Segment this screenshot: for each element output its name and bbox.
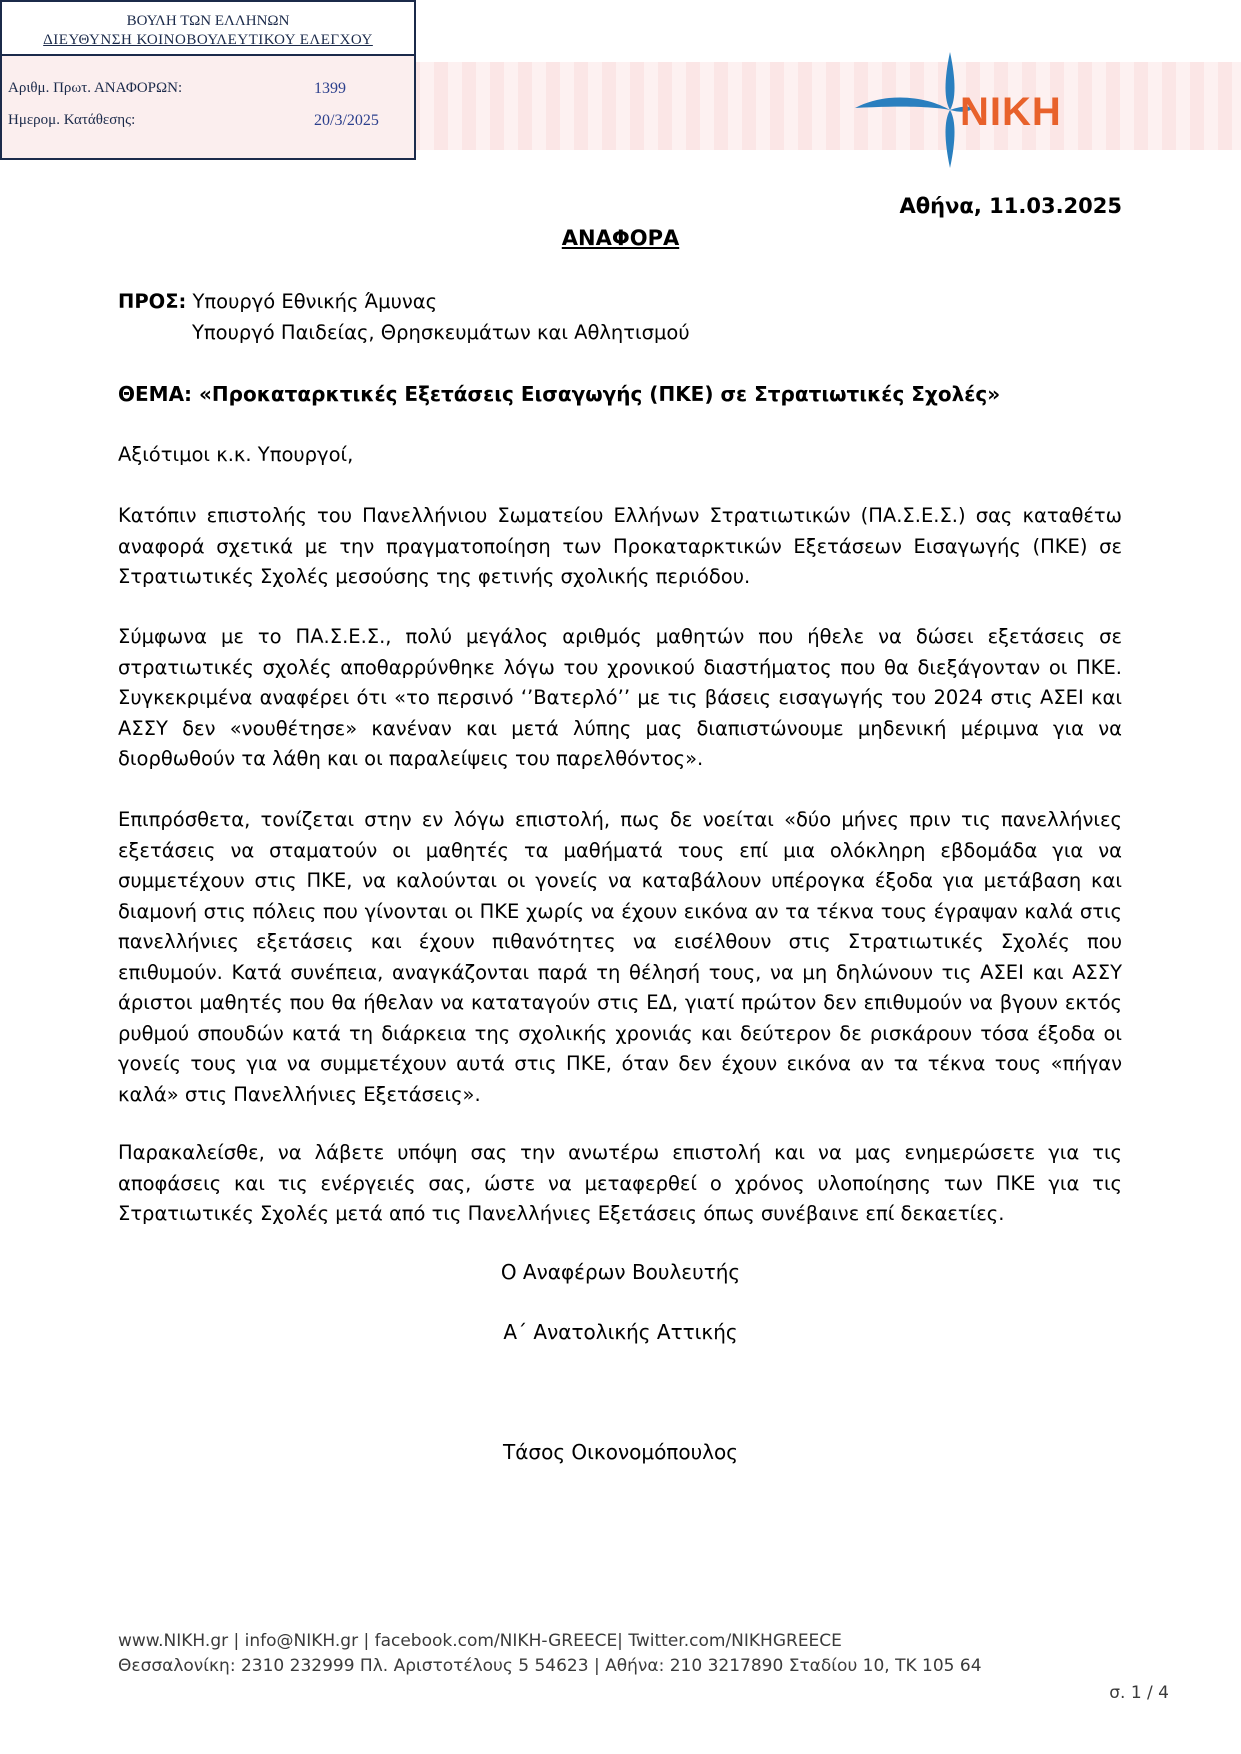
stamp-body xyxy=(2,56,414,158)
stamp-dept: ΔΙΕΥΘΥΝΣΗ ΚΟΙΝΟΒΟΥΛΕΥΤΙΚΟΥ ΕΛΕΓΧΟΥ xyxy=(43,32,373,48)
stamp-org: ΒΟΥΛΗ ΤΩΝ ΕΛΛΗΝΩΝ xyxy=(126,13,290,29)
footer-addresses: Θεσσαλονίκη: 2310 232999 Πλ. Αριστοτέλους 5 54623 | Αθήνα: 210 3217890 Σταδίου 10, ΤΚ 105 64 xyxy=(118,1656,982,1676)
body-paragraph-3: Επιπρόσθετα, τονίζεται στην εν λόγω επιστολή, πως δε νοείται «δύο μήνες πριν τις πανελλήνιες εξετάσεις να σταματούν οι μαθητές τα μαθήματά τους επί μια ολόκληρη εβδομάδα για να συμμετέχουν στις ΠΚΕ, να καλούνται οι γονείς να καταβάλουν υπέρογκα έξοδα για μετάβαση και διαμονή στις πόλεις που γίνονται οι ΠΚΕ χωρίς να έχουν εικόνα αν τα τέκνα τους έγραψαν καλά στις πανελλήνιες εξετάσεις και έχουν πιθανότητες να εισέλθουν στις Στρατιωτικές Σχολές που επιθυμούν. Κατά συνέπεια, αναγκάζονται παρά τη θέλησή τους, να μη δηλώνουν τις ΑΣΕΙ και ΑΣΣΥ άριστοι μαθητές που θα ήθελαν να καταταγούν στις ΕΔ, γιατί πρώτον δεν επιθυμούν να βγουν εκτός ρυθμού σπουδών κατά τη διάρκεια της σχολικής χρονιάς και δεύτερον δε ρισκάρουν τόσα έξοδα οι γονείς τους για να συμμετέχουν αυτά στις ΠΚΕ, όταν δεν έχουν εικόνα αν τα τέκνα τους «πήγαν καλά» στις Πανελλήνιες Εξετάσεις». xyxy=(118,808,1122,1106)
signature-role: Ο Αναφέρων Βουλευτής xyxy=(500,1260,741,1284)
body-paragraph-2: Σύμφωνα με το ΠΑ.Σ.Ε.Σ., πολύ μεγάλος αριθμός μαθητών που ήθελε να δώσει εξετάσεις σε στρατιωτικές σχολές αποθαρρύνθηκε λόγω του χρονικού διαστήματος που θα διεξάγονταν οι ΠΚΕ. Συγκεκριμένα αναφέρει ότι «το περσινό ‘’Βατερλό’’ με τις βάσεις εισαγωγής του 2024 στις ΑΣΕΙ και ΑΣΣΥ δεν «νουθέτησε» κανέναν και μετά λύπης μας διαπιστώνουμε μηδενική μέριμνα για να διορθωθούν τα λάθη και οι παραλείψεις του παρελθόντος». xyxy=(118,625,1122,770)
filing-date-value: 20/3/2025 xyxy=(314,112,379,129)
body-paragraph-4: Παρακαλείσθε, να λάβετε υπόψη σας την ανωτέρω επιστολή και να μας ενημερώσετε για τις αποφάσεις και τις ενέργειές σας, ώστε να μεταφερθεί ο χρόνος υλοποίησης των ΠΚΕ για τις Στρατιωτικές Σχολές μετά από τις Πανελλήνιες Εξετάσεις όπως συνέβαινε επί δεκαετίες. xyxy=(118,1141,1122,1225)
recipient-1: Υπουργό Εθνικής Άμυνας xyxy=(192,290,438,313)
footer-web-links: www.NIKH.gr | info@NIKH.gr | facebook.com/NIKH-GREECE| Twitter.com/NIKHGREECE xyxy=(118,1631,842,1651)
signature-name: Τάσος Οικονομόπουλος xyxy=(503,1440,738,1464)
nikh-logo xyxy=(850,50,1090,170)
page-number: σ. 1 / 4 xyxy=(1109,1683,1169,1703)
nikh-logo-text: NIKH xyxy=(960,90,1062,134)
protocol-value: 1399 xyxy=(314,80,346,97)
letter-greeting: Αξιότιμοι κ.κ. Υπουργοί, xyxy=(118,443,354,466)
body-paragraph-1: Κατόπιν επιστολής του Πανελλήνιου Σωματείου Ελλήνων Στρατιωτικών (ΠΑ.Σ.Ε.Σ.) σας καταθέτω αναφορά σχετικά με την πραγματοποίηση των Προκαταρκτικών Εξετάσεων Εισαγωγής (ΠΚΕ) σε Στρατιωτικές Σχολές μεσούσης της φετινής σχολικής περιόδου. xyxy=(118,504,1122,588)
protocol-label: Αριθμ. Πρωτ. ΑΝΑΦΟΡΩΝ: xyxy=(8,80,183,96)
stamp-header xyxy=(2,2,414,56)
letter-date: Αθήνα, 11.03.2025 xyxy=(899,194,1122,218)
recipients-label: ΠΡΟΣ: xyxy=(118,290,187,313)
signature-constituency: Α΄ Ανατολικής Αττικής xyxy=(503,1320,738,1344)
letter-subject: ΘΕΜΑ: «Προκαταρκτικές Εξετάσεις Εισαγωγής (ΠΚΕ) σε Στρατιωτικές Σχολές» xyxy=(118,382,1001,406)
recipient-2: Υπουργό Παιδείας, Θρησκευμάτων και Αθλητισμού xyxy=(192,320,690,344)
letter-title: ΑΝΑΦΟΡΑ xyxy=(561,226,680,250)
recipients xyxy=(118,287,1122,348)
filing-date-label: Ημερομ. Κατάθεσης: xyxy=(8,112,136,128)
parliament-stamp xyxy=(0,0,416,160)
